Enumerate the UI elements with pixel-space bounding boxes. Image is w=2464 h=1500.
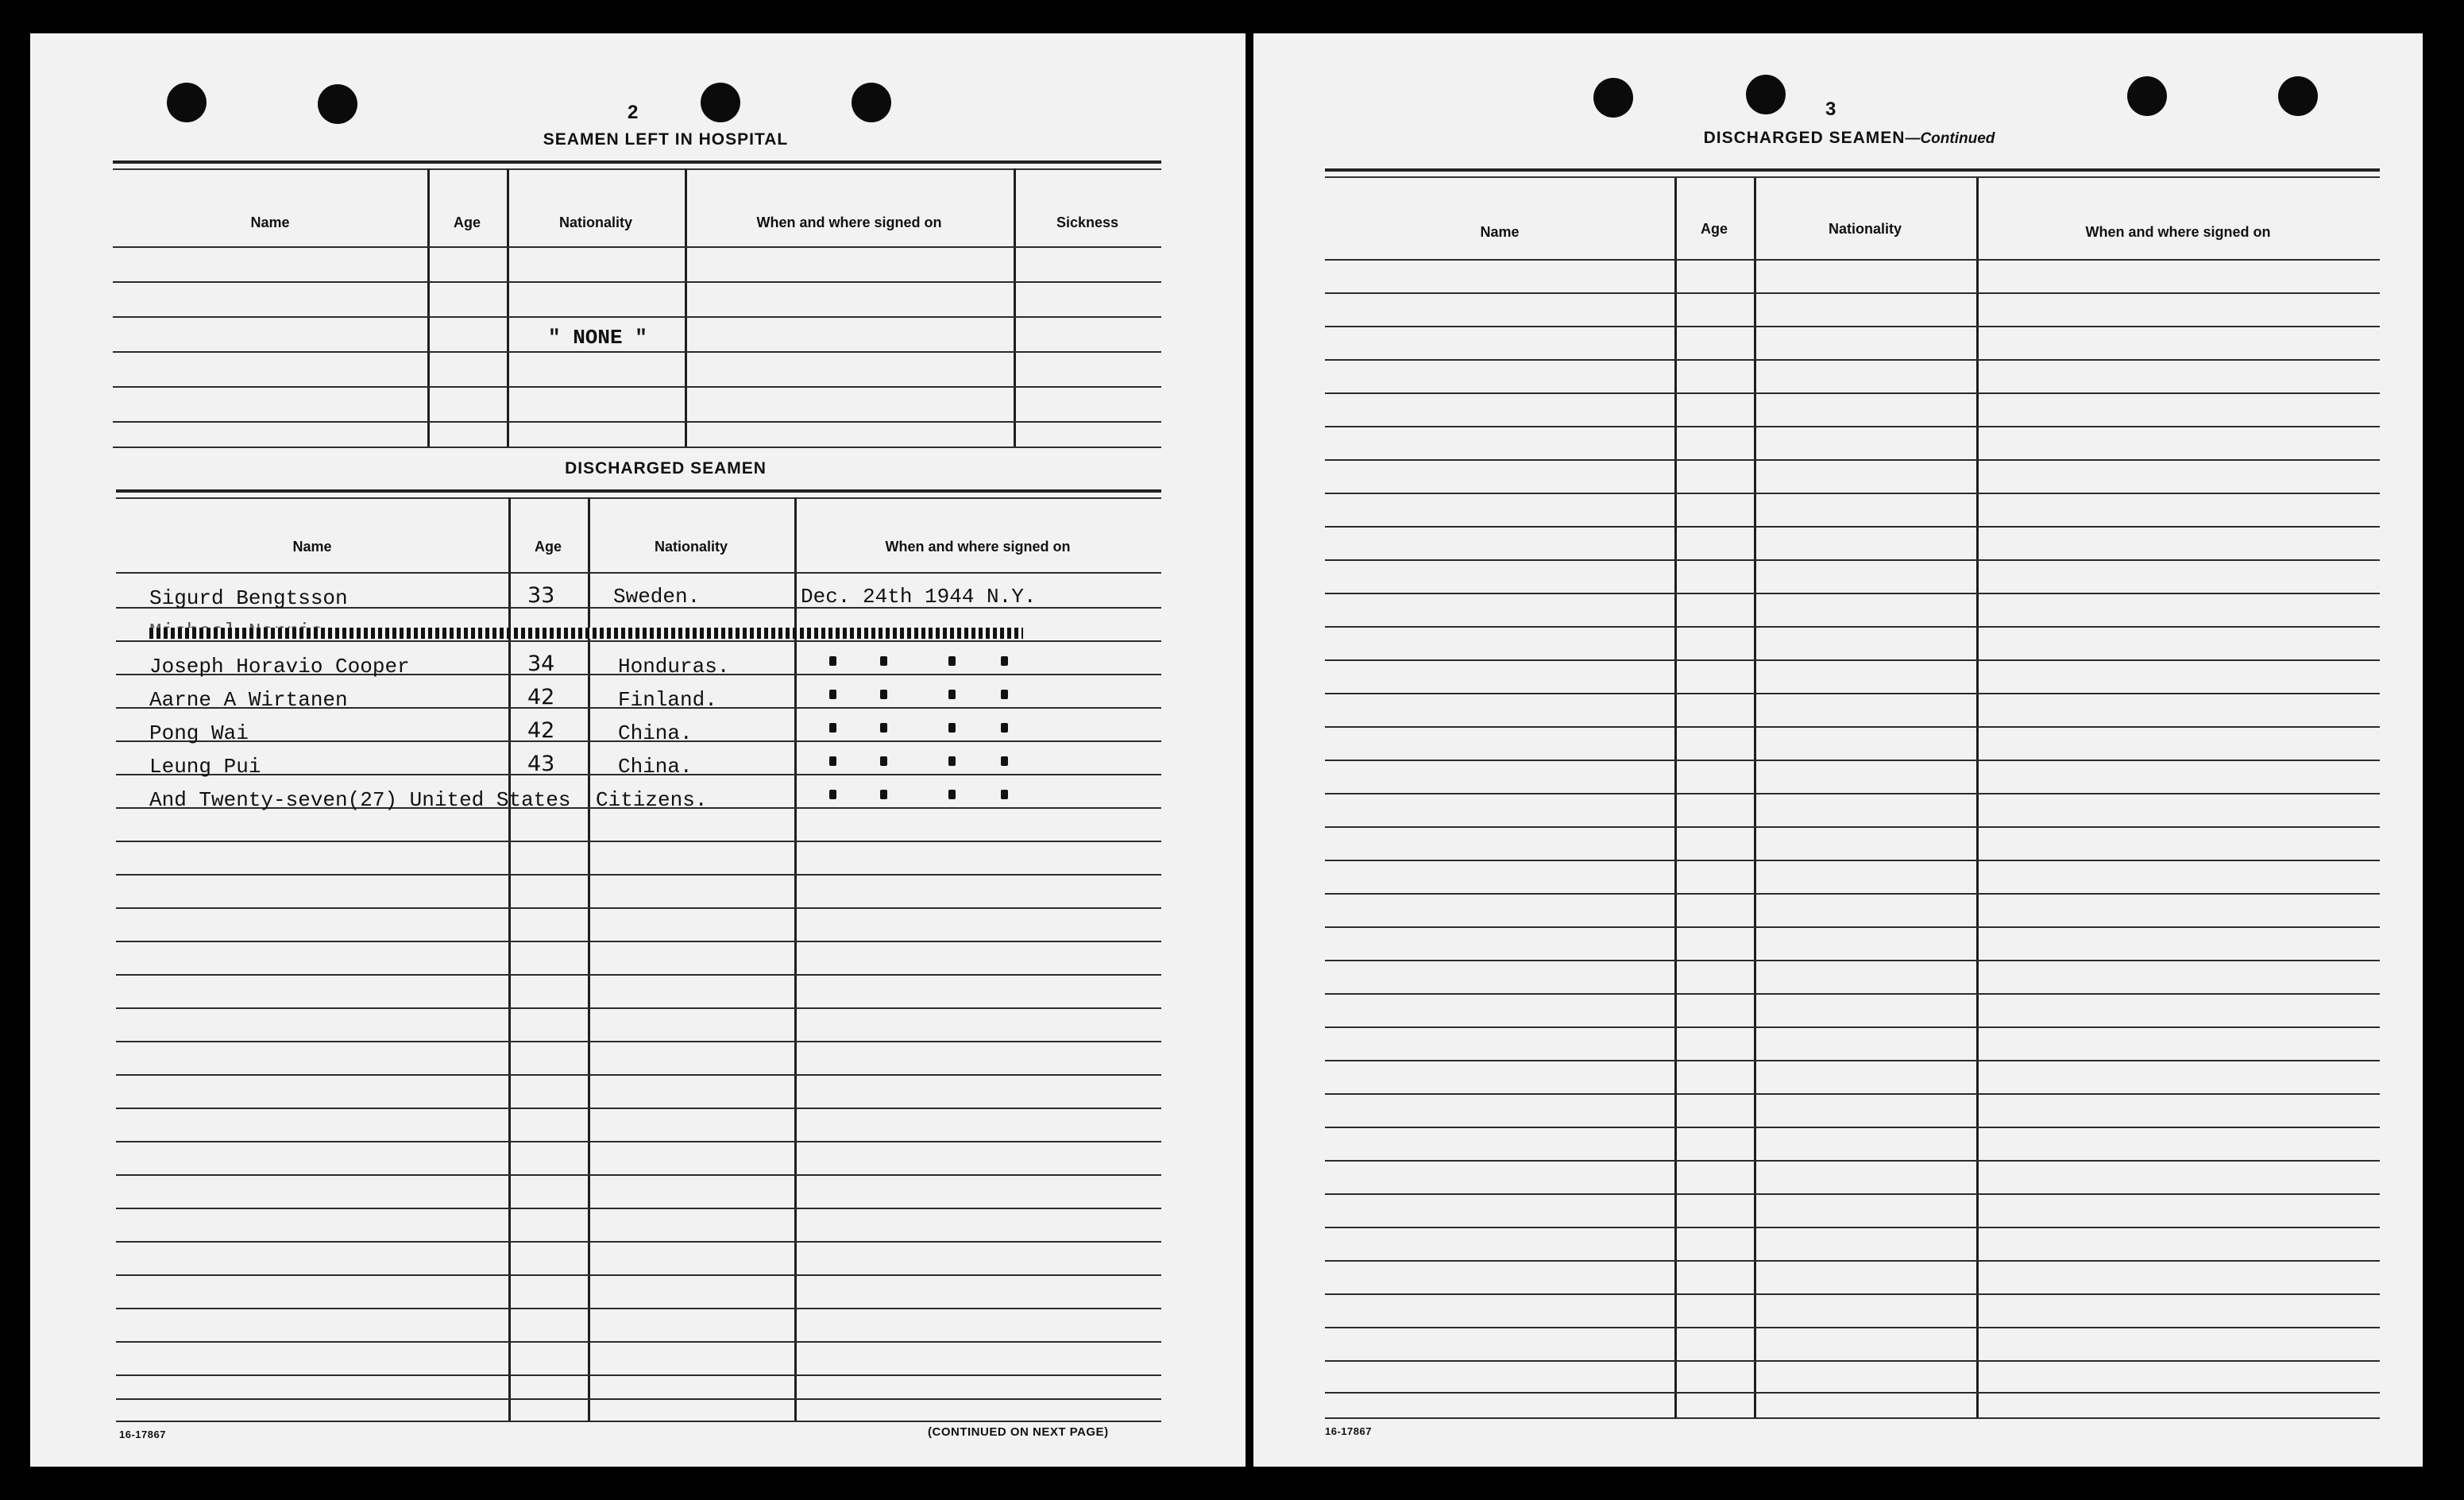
punch-hole	[852, 83, 891, 122]
ditto-mark	[948, 790, 956, 799]
ditto-mark	[1001, 690, 1008, 699]
discharged-row-5-nationality: China.	[618, 721, 693, 745]
discharged-row-1-nationality: Sweden.	[613, 585, 701, 609]
ditto-mark	[1001, 656, 1008, 666]
discharged-row-6-age: 43	[527, 752, 555, 776]
discharged-row-4-nationality: Finland.	[618, 688, 717, 712]
ditto-mark	[880, 790, 887, 799]
discharged-row-5-name: Pong Wai	[149, 721, 249, 745]
continued-note: (CONTINUED ON NEXT PAGE)	[928, 1425, 1109, 1439]
discharged-row-6-nationality: China.	[618, 755, 693, 779]
hospital-header-nationality: Nationality	[558, 215, 632, 230]
punch-hole	[1746, 75, 1786, 114]
right-section-title	[1682, 129, 2016, 148]
discharged-row-3-name: Joseph Horavio Cooper	[149, 655, 410, 678]
continued-header-name: Name	[1480, 224, 1520, 240]
ditto-mark	[1001, 723, 1008, 733]
discharged-section-title: DISCHARGED SEAMEN	[565, 459, 767, 477]
ditto-mark	[829, 790, 836, 799]
continued-header-signed-on: When and where signed on	[2085, 224, 2271, 240]
ditto-mark	[880, 723, 887, 733]
discharged-row-3-nationality: Honduras.	[618, 655, 730, 678]
hospital-header-name: Name	[250, 215, 290, 230]
ditto-mark	[948, 756, 956, 766]
right-section-title-main: DISCHARGED SEAMEN	[1703, 129, 1906, 147]
hospital-entry-none: " NONE "	[548, 326, 647, 350]
discharged-row-4-name: Aarne A Wirtanen	[149, 688, 348, 712]
form-number: 16-17867	[119, 1428, 166, 1440]
strikethrough-line	[149, 628, 1023, 639]
punch-hole	[2127, 76, 2167, 116]
discharged-row-6-name: Leung Pui	[149, 755, 261, 779]
left-page	[30, 33, 1246, 1467]
continued-header-age: Age	[1700, 221, 1728, 237]
discharged-header-age: Age	[534, 539, 562, 555]
ditto-mark	[948, 656, 956, 666]
punch-hole	[167, 83, 207, 122]
right-section-title-suffix: —Continued	[1905, 130, 1995, 147]
ditto-mark	[829, 756, 836, 766]
hospital-header-age: Age	[453, 215, 481, 230]
discharged-row-1-name: Sigurd Bengtsson	[149, 586, 348, 610]
discharged-row-1-signed-on: Dec. 24th 1944 N.Y.	[801, 585, 1037, 609]
discharged-row-5-age: 42	[527, 718, 555, 743]
ditto-mark	[829, 656, 836, 666]
ditto-mark	[948, 690, 956, 699]
form-number: 16-17867	[1325, 1425, 1372, 1437]
hospital-section-title: SEAMEN LEFT IN HOSPITAL	[543, 130, 789, 149]
ditto-mark	[1001, 756, 1008, 766]
page-number: 3	[1825, 99, 1836, 120]
discharged-row-7-name: And Twenty-seven(27) United States	[149, 788, 571, 812]
discharged-row-7-nationality: Citizens.	[596, 788, 708, 812]
hospital-header-signed-on: When and where signed on	[756, 215, 942, 230]
ditto-mark	[880, 656, 887, 666]
ditto-mark	[880, 756, 887, 766]
punch-hole	[701, 83, 740, 122]
ditto-mark	[1001, 790, 1008, 799]
discharged-table	[116, 489, 1161, 1443]
discharged-header-name: Name	[292, 539, 332, 555]
discharged-row-1-age: 33	[527, 583, 555, 608]
punch-hole	[2278, 76, 2318, 116]
discharged-header-nationality: Nationality	[654, 539, 728, 555]
discharged-continued-table	[1325, 168, 2380, 1440]
ditto-mark	[829, 723, 836, 733]
continued-header-nationality: Nationality	[1828, 221, 1902, 237]
punch-hole	[1593, 78, 1633, 118]
hospital-header-sickness: Sickness	[1056, 215, 1119, 230]
discharged-row-4-age: 42	[527, 685, 555, 709]
ditto-mark	[948, 723, 956, 733]
right-page	[1253, 33, 2423, 1467]
hospital-table	[113, 160, 1161, 478]
ditto-mark	[829, 690, 836, 699]
punch-hole	[318, 84, 357, 124]
discharged-header-signed-on: When and where signed on	[885, 539, 1071, 555]
discharged-row-3-age: 34	[527, 651, 555, 676]
page-number: 2	[628, 102, 639, 123]
ditto-mark	[880, 690, 887, 699]
